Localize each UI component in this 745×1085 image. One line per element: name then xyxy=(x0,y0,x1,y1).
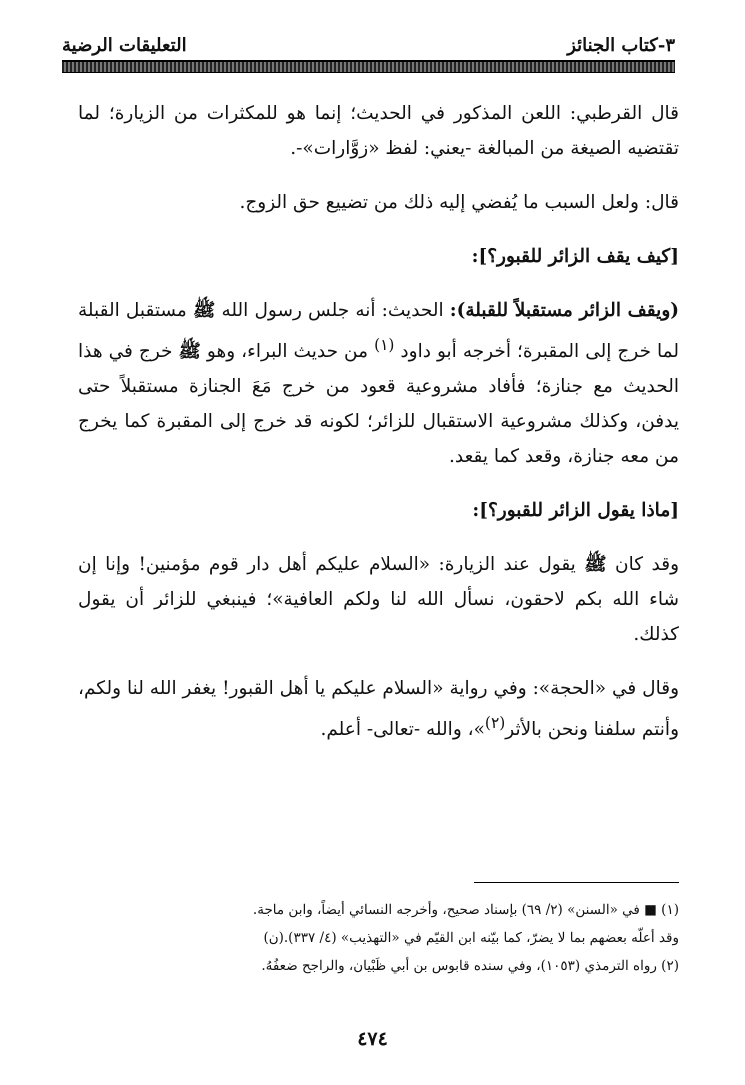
section-heading-how-to-stand: [كيف يقف الزائر للقبور؟]: xyxy=(471,246,679,267)
salutation-symbol: ﷺ xyxy=(178,341,201,363)
matn-text: (ويقف الزائر مستقبلاً للقبلة): xyxy=(449,300,680,321)
section-heading-what-to-say: [ماذا يقول الزائر للقبور؟]: xyxy=(472,500,679,522)
footnotes xyxy=(70,896,679,980)
paragraph-hujja: وقال في «الحجة»: وفي رواية «السلام عليكم يا أهل القبور! يغفر الله لنا ولكم، وأنتم سلفنا ونحن بالأثر$^{(٢)}$»، والله -تعالى- أعلم. xyxy=(78,678,679,741)
footnote-ref-2[interactable]: (٢) xyxy=(484,714,506,733)
footnote-2: (٢) رواه الترمذي (١٠٥٣)، وفي سنده قابوس بن أبي ظَبْيان، والراجح ضعفُهُ. xyxy=(261,958,679,974)
running-header xyxy=(62,32,675,58)
main-text xyxy=(78,96,679,747)
footnote-ref-1[interactable]: (١) xyxy=(374,336,395,354)
paragraph-greeting: وقد كان ﷺ يقول عند الزيارة: «السلام عليكم أهل دار قوم مؤمنين! وإنا إن شاء الله بكم لاحقون، نسأل الله لنا ولكم العافية»؛ فينبغي للزائر أن يقول كذلك. xyxy=(78,554,679,646)
paragraph-reason: قال: ولعل السبب ما يُفضي إليه ذلك من تضييع حق الزوج. xyxy=(239,192,679,213)
page-number: ٤٧٤ xyxy=(357,1028,388,1050)
book-title: التعليقات الرضية xyxy=(62,34,187,56)
footnote-separator xyxy=(474,882,679,883)
chapter-title: ٣-كتاب الجنائز xyxy=(567,34,675,56)
footnote-1-continued: وقد أعلّه بعضهم بما لا يضرّ، كما بيّنه ابن القيّم في «التهذيب» (٤/ ٣٣٧).(ن) xyxy=(263,930,679,946)
salutation-symbol: ﷺ xyxy=(193,300,216,321)
salutation-symbol: ﷺ xyxy=(584,554,607,576)
footnote-1: (١) ■ في «السنن» (٢/ ٦٩) بإسناد صحيح، وأخرجه النسائي أيضاً، وابن ماجة. xyxy=(252,902,679,918)
paragraph-facing-qibla: (ويقف الزائر مستقبلاً للقبلة): الحديث: أنه جلس رسول الله ﷺ مستقبل القبلة لما خرج إلى المقبرة؛ أخرجه أبو داود $^{(١)}$ من حديث البراء، وهو ﷺ خرج في هذا الحديث مع جنازة؛ فأفاد مشروعية قعود من خرج مَعَ الجنازة مستقبلاً حتى يدفن، وكذلك مشروعية الاستقبال للزائر؛ لكونه قد خرج إلى المقبرة كما يخرج من معه جنازة، وقعد كما يقعد. xyxy=(78,300,680,468)
header-rule xyxy=(62,60,675,73)
paragraph-qurtubi: قال القرطبي: اللعن المذكور في الحديث؛ إنما هو للمكثرات من الزيارة؛ لما تقتضيه الصيغة من المبالغة -يعني: لفظ «زوَّارات»-. xyxy=(78,103,679,159)
